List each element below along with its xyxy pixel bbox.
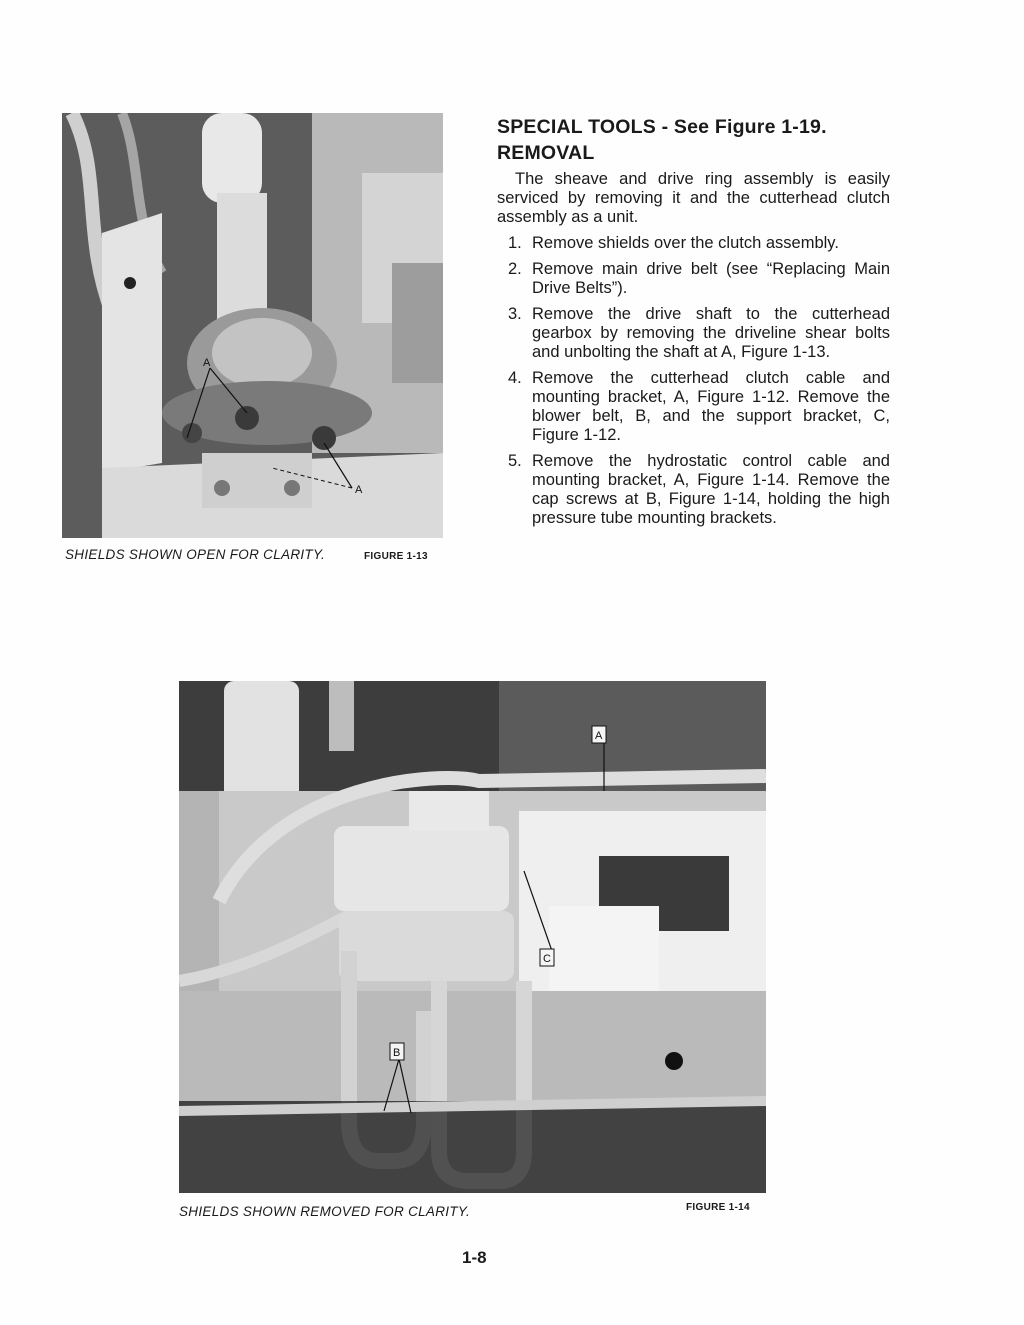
page-number: 1-8 — [462, 1248, 487, 1267]
step-number: 2. — [508, 260, 522, 278]
figure-1-14-photo — [179, 681, 766, 1193]
step-text: Remove shields over the clutch assembly. — [532, 234, 839, 252]
step-number: 4. — [508, 369, 522, 387]
special-tools-heading: SPECIAL TOOLS - See Figure 1-19. — [497, 116, 827, 138]
step-text: Remove the cutterhead clutch cable and mounting bracket, A, Figure 1-12. Remove the blower belt, B, and the support bracket, C, Figure 1-12. — [532, 369, 890, 444]
fig14-callout-b: B — [393, 1047, 401, 1059]
step-item — [497, 452, 890, 528]
removal-steps — [497, 234, 890, 528]
step-item — [497, 369, 890, 445]
step-item — [497, 260, 890, 298]
fig13-callout-a-upper: A — [203, 357, 211, 369]
removal-text — [497, 170, 890, 535]
intro-paragraph: The sheave and drive ring assembly is easily serviced by removing it and the cutterhead clutch assembly as a unit. — [497, 170, 890, 226]
fig14-callout-a: A — [595, 730, 603, 742]
step-text: Remove main drive belt (see “Replacing Main Drive Belts”). — [532, 260, 890, 297]
removal-heading: REMOVAL — [497, 142, 595, 164]
step-item — [497, 305, 890, 362]
step-number: 1. — [508, 234, 522, 252]
step-text: Remove the hydrostatic control cable and mounting bracket, A, Figure 1-14. Remove the cap screws at B, Figure 1-14, holding the high pressure tube mounting brackets. — [532, 452, 890, 527]
step-number: 3. — [508, 305, 522, 323]
step-text: Remove the drive shaft to the cutterhead gearbox by removing the driveline shear bolts and unbolting the shaft at A, Figure 1-13. — [532, 305, 890, 361]
figure-14-label: FIGURE 1-14 — [686, 1202, 750, 1213]
step-number: 5. — [508, 452, 522, 470]
figure-13-caption: SHIELDS SHOWN OPEN FOR CLARITY. — [65, 547, 326, 562]
figure-1-13-photo — [62, 113, 443, 538]
step-item — [497, 234, 890, 253]
figure-13-label: FIGURE 1-13 — [364, 551, 428, 562]
fig14-callout-c: C — [543, 953, 551, 965]
figure-14-caption: SHIELDS SHOWN REMOVED FOR CLARITY. — [179, 1204, 470, 1219]
fig13-callout-a-lower: A — [355, 484, 363, 496]
